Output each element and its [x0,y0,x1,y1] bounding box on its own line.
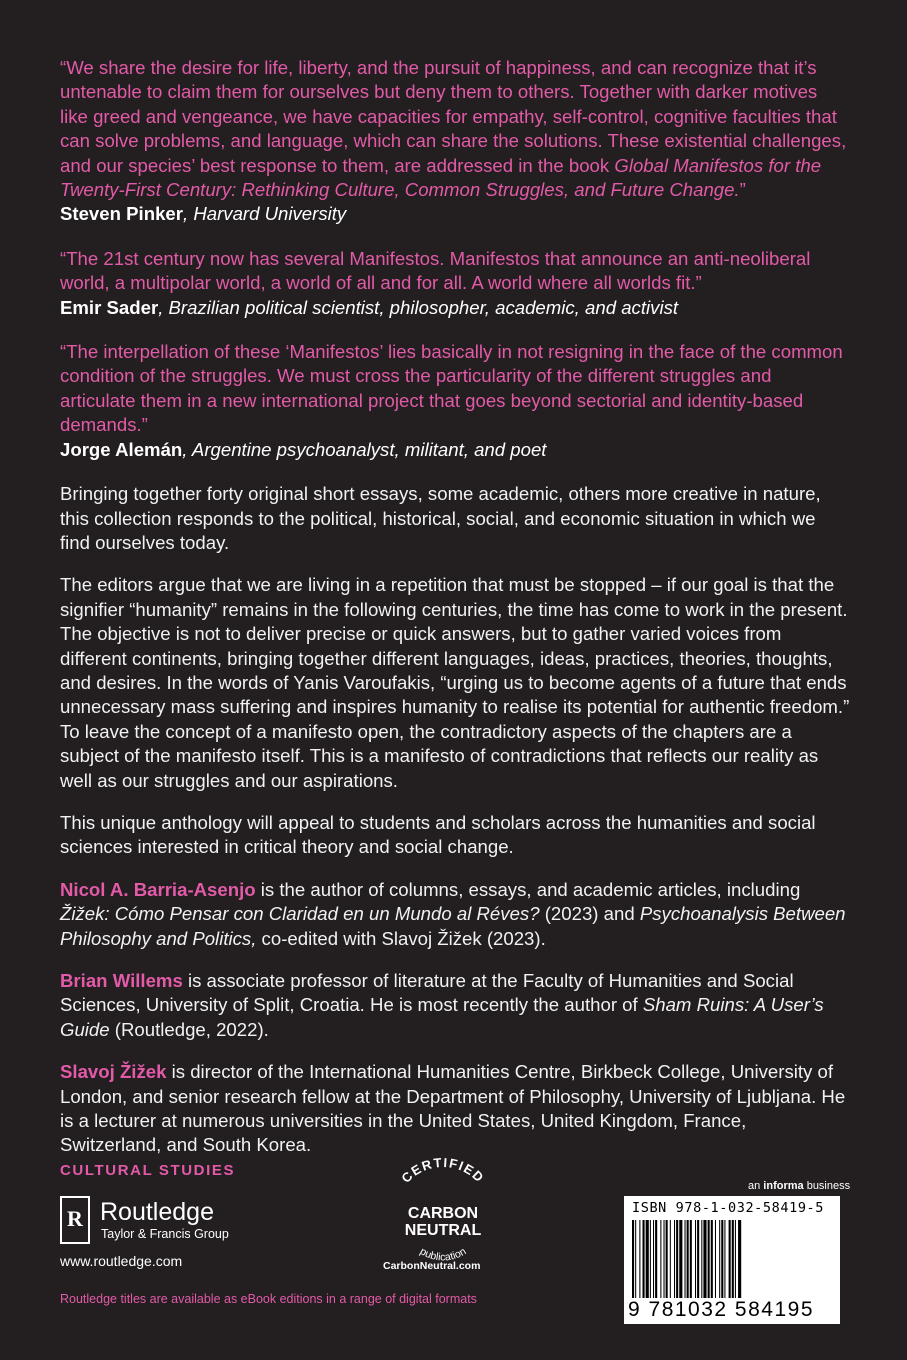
barcode-stripe [639,1220,640,1298]
endorser-name: Jorge Alemán [60,438,183,460]
isbn-barcode [624,1196,840,1324]
carbon-word: CARBON [407,1205,479,1222]
endorsement-quote: “We share the desire for life, liberty, and the pursuit of happiness, and can recognize that it’s untenable to claim them for ourselves but deny them to others. Together with darker motives like greed and vengeance, we have capacities for empathy, self-control, cognitive faculties that can solve problems, and language, which can share the solutions. These existential challenges, and our species’ best response to them, are addressed in the book Global Manifestos for the Twenty-First Century: Rethinking Culture, Common Struggles, and Future Change.” [60,57,847,201]
barcode-stripe [690,1220,692,1298]
endorsement-attribution [60,296,850,320]
barcode-stripe [701,1220,702,1298]
barcode-stripe [735,1220,736,1298]
publisher-name: Routledge [100,1198,214,1226]
publisher-subtitle: Taylor & Francis Group [101,1227,229,1241]
book-title: Sham Ruins: A User’s Guide [60,994,824,1040]
endorsement-quote: “The 21st century now has several Manifestos. Manifestos that announce an anti-neoliberal world, a multipolar world, a world of all and for all. A world where all worlds fit.” [60,247,811,294]
cover-footer [0,1150,907,1360]
routledge-r-icon [60,1196,90,1244]
bio-barria-asenjo: Nicol A. Barria-Asenjo is the author of columns, essays, and academic articles, including Žižek: Cómo Pensar con Claridad en un Mundo al Réves? (2023) and Psychoanalysis Between Philosophy and Politics, co-edited with Slavoj Žižek (2023). [60,878,846,949]
description-paragraph: Bringing together forty original short essays, some academic, others more creative in nature, this collection responds to the political, historical, social, and economic situation in which we find ourselves today. [60,483,821,553]
endorsement-quote: “The interpellation of these ‘Manifestos’ lies basically in not resigning in the face of the common condition of the struggles. We must cross the particularity of the different struggles and articulate them in a new international project that goes beyond sectorial and identity-based demands.” [60,341,843,436]
barcode-stripe [724,1220,725,1298]
barcode-stripe [687,1220,689,1298]
carbon-publication-text: publication [417,1245,469,1264]
barcode-stripe [655,1220,657,1298]
barcode-stripe [676,1220,678,1298]
barcode-stripe [719,1220,720,1298]
neutral-word: NEUTRAL [404,1222,482,1239]
carbon-certified-text: CERTIFIED [398,1156,488,1186]
barcode-stripe [646,1220,649,1298]
endorsement-aleman [60,340,850,462]
bio-willems: Brian Willems is associate professor of literature at the Faculty of Humanities and Social Sciences, University of Split, Croatia. He is most recently the author of Sham Ruins: A User’s Guide (Routledge, 2022). [60,970,824,1040]
endorser-name: Steven Pinker [60,203,183,225]
endorsement-sader [60,247,850,320]
publisher-website: www.routledge.com [60,1253,183,1269]
barcode-stripe [708,1220,710,1298]
barcode-stripe [703,1220,706,1298]
barcode-stripe [715,1220,716,1298]
ebook-note: Routledge titles are available as eBook editions in a range of digital formats [60,1292,477,1306]
barcode-stripe [685,1220,686,1298]
endorsement-attribution [60,202,850,226]
barcode-stripe [679,1220,682,1298]
informa-tagline: an informa business [748,1180,851,1192]
barcode-stripe [695,1220,696,1298]
barcode-stripe [697,1220,699,1298]
book-title: Psychoanalysis Between Philosophy and Politics, [60,903,846,949]
endorser-affiliation: , Argentine psychoanalyst, militant, and poet [182,438,547,460]
barcode-stripe [632,1220,634,1298]
barcode-stripe [721,1220,723,1298]
description-paragraph: This unique anthology will appeal to students and scholars across the humanities and social sciences interested in critical theory and social change. [60,811,816,858]
svg-text:R: R [67,1206,83,1231]
isbn-text: ISBN 978-1-032-58419-5 [632,1200,825,1216]
svg-text:CERTIFIED [398,1156,487,1186]
endorser-affiliation: , Brazilian political scientist, philosopher, academic, and activist [158,296,679,318]
barcode-stripe [738,1220,741,1298]
endorsement-pinker [60,56,850,227]
barcode-stripe [732,1220,734,1298]
barcode-stripe [711,1220,713,1298]
editor-name: Slavoj Žižek [60,1061,167,1083]
carbon-neutral-url: CarbonNeutral.com [383,1260,481,1272]
barcode-stripe [643,1220,645,1298]
barcode-stripe [650,1220,651,1298]
barcode-stripe [670,1220,671,1298]
barcode-digits: 9 781032 584195 [628,1298,814,1321]
book-title: Žižek: Cómo Pensar con Claridad en un Mundo al Réves? [60,903,540,925]
editor-name: Nicol A. Barria-Asenjo [60,878,256,900]
back-cover-content [60,56,850,1176]
book-title: Global Manifestos for the Twenty-First Century: Rethinking Culture, Common Struggles, and Future Change. [60,154,822,201]
description-paragraph: The editors argue that we are living in a repetition that must be stopped – if our goal is that the signifier “humanity” remains in the following centuries, the time has come to work in the present. The objective is not to deliver precise or quick answers, but to gather varied voices from different continents, bringing together different languages, ideas, practices, theories, thoughts, and desires. In the words of Yanis Varoufakis, “urging us to become agents of a future that ends unnecessary mass suffering and inspires humanity to realise its potential for authentic freedom.” To leave the concept of a manifesto open, the contradictory aspects of the chapters are a subject of the manifesto itself. This is a manifesto of contradictions that reflects our reality as well as our struggles and our aspirations. [60,574,850,791]
publisher-logo [60,1196,260,1248]
barcode-stripe [660,1220,661,1298]
barcode-stripe [666,1220,668,1298]
barcode-stripe [664,1220,665,1298]
endorser-name: Emir Sader [60,296,159,318]
editor-name: Brian Willems [60,970,183,991]
barcode-stripe [674,1220,675,1298]
endorsement-attribution [60,438,850,462]
barcode-stripe [653,1220,654,1298]
barcode-stripe [635,1220,636,1298]
subject-category: CULTURAL STUDIES [60,1162,236,1179]
endorser-affiliation: , Harvard University [182,203,347,225]
barcode-icon [632,1220,832,1298]
barcode-stripe [729,1220,731,1298]
bio-zizek: Slavoj Žižek is director of the International Humanities Centre, Birkbeck College, University of London, and senior research fellow at the Department of Philosophy, University of Ljubljana. He is a lecturer at numerous universities in the United States, United Kingdom, France, Switzerland, and South Korea. [60,1061,846,1156]
